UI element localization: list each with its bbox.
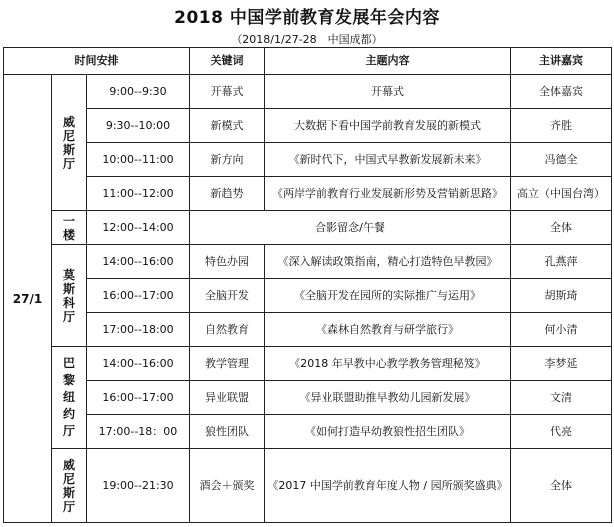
speaker-cell: 文清: [511, 381, 612, 415]
table-row: [4, 415, 612, 449]
keyword-cell: 特色办园: [190, 245, 265, 279]
topic-cell: 《深入解读政策指南，精心打造特色早教园》: [265, 245, 511, 279]
speaker-cell: 全体嘉宾: [511, 75, 612, 109]
topic-cell: 《新时代下，中国式早教新发展新未来》: [265, 143, 511, 177]
topic-cell: 《如何打造早幼教狼性招生团队》: [265, 415, 511, 449]
table-row: [4, 109, 612, 143]
venue-cell: 巴 黎 纽 约 厅: [52, 347, 87, 449]
table-row: [4, 245, 612, 279]
topic-cell: 《全脑开发在园所的实际推广与运用》: [265, 279, 511, 313]
table-row: [4, 381, 612, 415]
keyword-cell: 新模式: [190, 109, 265, 143]
topic-cell: 大数据下看中国学前教育发展的新模式: [265, 109, 511, 143]
time-cell: 12:00--14:00: [87, 211, 190, 245]
time-cell: 10:00--11:00: [87, 143, 190, 177]
keyword-cell: 狼性团队: [190, 415, 265, 449]
time-cell: 9:00--9:30: [87, 75, 190, 109]
topic-cell: 开幕式: [265, 75, 511, 109]
speaker-cell: 全体: [511, 449, 612, 523]
header-topic: 主题内容: [265, 48, 511, 75]
date-cell: 27/1: [4, 75, 52, 523]
table-row: [4, 347, 612, 381]
schedule-table: [3, 47, 612, 523]
keyword-cell: 新方向: [190, 143, 265, 177]
keyword-cell: 全脑开发: [190, 279, 265, 313]
topic-cell: 《2017 中国学前教育年度人物 / 园所颁奖盛典》: [265, 449, 511, 523]
time-cell: 19:00--21:30: [87, 449, 190, 523]
table-row: [4, 211, 612, 245]
keyword-cell: 教学管理: [190, 347, 265, 381]
keyword-cell: 开幕式: [190, 75, 265, 109]
topic-cell: 《两岸学前教育行业发展新形势及营销新思路》: [265, 177, 511, 211]
speaker-cell: 全体: [511, 211, 612, 245]
speaker-cell: 胡斯琦: [511, 279, 612, 313]
time-cell: 14:00--16:00: [87, 347, 190, 381]
page-title: 2018 中国学前教育发展年会内容: [174, 8, 440, 28]
venue-cell: 莫 斯 科 厅: [52, 245, 87, 347]
table-header-row: [4, 48, 612, 75]
table-row: [4, 177, 612, 211]
header-speaker: 主讲嘉宾: [511, 48, 612, 75]
time-cell: 11:00--12:00: [87, 177, 190, 211]
time-cell: 16:00--17:00: [87, 381, 190, 415]
topic-cell: 《异业联盟助推早教幼儿园新发展》: [265, 381, 511, 415]
time-cell: 17:00--18：00: [87, 415, 190, 449]
speaker-cell: 孔燕萍: [511, 245, 612, 279]
header-time: 时间安排: [4, 48, 190, 75]
table-row: [4, 143, 612, 177]
page-subtitle: （2018/1/27-28 中国成都）: [231, 33, 383, 46]
keyword-cell: 自然教育: [190, 313, 265, 347]
time-cell: 9:30--10:00: [87, 109, 190, 143]
topic-cell: 合影留念/午餐: [190, 211, 511, 245]
time-cell: 16:00--17:00: [87, 279, 190, 313]
speaker-cell: 冯德全: [511, 143, 612, 177]
time-cell: 17:00--18:00: [87, 313, 190, 347]
keyword-cell: 新趋势: [190, 177, 265, 211]
speaker-cell: 代亮: [511, 415, 612, 449]
venue-cell: 威 尼 斯 厅: [52, 449, 87, 523]
keyword-cell: 酒会＋颁奖: [190, 449, 265, 523]
keyword-cell: 异业联盟: [190, 381, 265, 415]
speaker-cell: 李梦延: [511, 347, 612, 381]
table-row: [4, 75, 612, 109]
speaker-cell: 高立（中国台湾）: [511, 177, 612, 211]
table-row: [4, 279, 612, 313]
header-keyword: 关键词: [190, 48, 265, 75]
time-cell: 14:00--16:00: [87, 245, 190, 279]
topic-cell: 《2018 年早教中心教学教务管理秘笈》: [265, 347, 511, 381]
speaker-cell: 齐胜: [511, 109, 612, 143]
table-row: [4, 449, 612, 523]
topic-cell: 《森林自然教育与研学旅行》: [265, 313, 511, 347]
venue-cell: 威 尼 斯 厅: [52, 75, 87, 211]
speaker-cell: 何小清: [511, 313, 612, 347]
venue-cell: 一 楼: [52, 211, 87, 245]
table-row: [4, 313, 612, 347]
